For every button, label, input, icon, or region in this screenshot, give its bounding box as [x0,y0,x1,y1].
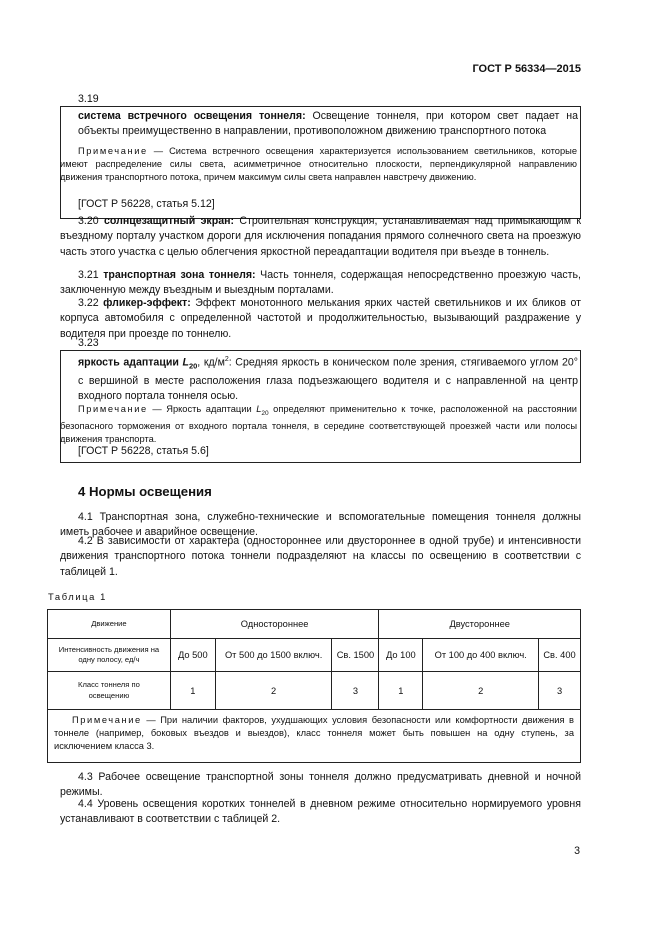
term-3-23-unit: , кд/м [197,356,225,369]
term-3-23-definition [78,352,578,405]
table-cell: До 500 [170,639,215,672]
term-3-23-note-text-1: — Яркость адаптации [147,404,257,414]
table-cell: От 500 до 1500 включ. [215,639,332,672]
term-3-22-title: фликер-эффект: [103,297,191,309]
table-row [48,672,581,710]
term-3-22 [60,296,581,342]
table-note-text: — При наличии факторов, ухудшающих условия безопасности или комфортности движения в тоннеле (например, боковых въездов и выездов), класс тоннеля может быть повышен на одну ступень, за исключением класса 3. [54,715,574,752]
paragraph-4-1: 4.1 Транспортная зона, служебно-технические и вспомогательные помещения тоннеля должны иметь рабочее и аварийное освещение. [60,511,581,539]
term-3-20-text: Строительная конструкция, устанавливаемая над примыкающим к въездному порталу участком дороги для исключения попадания прямого солнечного света на проезжую часть этого участка с целью облегчения яркостной переадаптации водителя при въезде в тоннель. [60,215,581,258]
table-cell: Св. 1500 [332,639,379,672]
term-number-3-23: 3.23 [78,337,99,349]
table-row-label: Класс тоннеля по освещению [48,672,171,710]
table-note [48,710,581,763]
table-cell: 3 [539,672,581,710]
term-3-23-text: : Средняя яркость в коническом поле зрения, стягиваемого углом 20° с вершиной в месте расположения глаза подъезжающего водителя и с направленной на центр входного портала тоннеля осью. [78,356,578,403]
term-3-23-note-text-2: определяют применительно к точке, расположенной на расстоянии безопасного торможения от входного портала тоннеля, в середине соответствующей проезжей части или полосы движения транспорта. [60,404,577,445]
term-3-21-number: 3.21 [78,269,99,281]
table-caption: Таблица 1 [48,591,107,602]
term-3-19-definition [78,109,578,140]
note-label: Примечание [78,404,148,414]
term-3-22-number: 3.22 [78,297,99,309]
term-3-23-title: яркость адаптации [78,356,179,369]
term-3-21 [60,268,581,299]
paragraph-4-3: 4.3 Рабочее освещение транспортной зоны тоннеля должно предусматривать дневной и ночной режимы. [60,771,581,799]
term-3-22-text: Эффект монотонного мелькания ярких частей светильников и их бликов от корпуса автомобиля с определенной частотой и продолжительностью, вызывающий раздражение у водителя при проезде по тоннелю. [60,297,581,340]
term-3-23-note-symbol-sub: 20 [261,409,269,417]
term-3-23-note-symbol: L [256,404,262,414]
table-note-row [48,710,581,763]
table-cell: 3 [332,672,379,710]
table-header-one-way: Одностороннее [170,610,379,639]
table-row [48,610,581,639]
term-3-19-source: [ГОСТ Р 56228, статья 5.12] [78,198,215,210]
term-3-21-title: транспортная зона тоннеля: [103,269,256,281]
term-3-20-title: солнцезащитный экран: [103,215,235,227]
term-3-21-text: Часть тоннеля, содержащая непосредственно проезжую часть, заключенную между въездным и выездным порталами. [60,269,581,297]
paragraph-4-4: 4.4 Уровень освещения коротких тоннелей в дневном режиме относительно нормируемого уровня устанавливают в соответствии с таблицей 2. [60,798,581,826]
section-heading: 4 Нормы освещения [78,484,212,499]
term-3-23-symbol-sub: 20 [188,361,198,371]
table-cell: 2 [215,672,332,710]
table-cell: До 100 [379,639,423,672]
term-3-19-note [60,145,577,185]
table-header-two-way: Двустороннее [379,610,581,639]
term-3-20-number: 3.20 [78,215,99,227]
term-number-3-19: 3.19 [78,93,99,105]
term-3-23-note [60,403,577,446]
term-3-23-symbol: L [182,356,189,369]
term-3-23-source: [ГОСТ Р 56228, статья 5.6] [78,445,209,457]
table-cell: От 100 до 400 включ. [423,639,539,672]
note-label: Примечание [72,715,142,725]
page-number: 3 [574,845,580,857]
table-cell: Св. 400 [539,639,581,672]
note-label: Примечание [78,146,148,156]
term-3-20 [60,214,581,260]
table-1 [47,609,581,763]
term-3-23-unit-sup: 2 [224,356,229,363]
table-cell: 2 [423,672,539,710]
table-header-motion: Движение [48,610,171,639]
table-cell: 1 [170,672,215,710]
table-row-label: Интенсивность движения на одну полосу, ед/ч [48,639,171,672]
paragraph-4-2: 4.2 В зависимости от характера (одностороннее или двустороннее в одной трубе) и интенсивности движения транспортного потока тоннели подразделяют на классы по освещению в соответствии с таблицей 1. [60,535,581,578]
term-3-19-title: система встречного освещения тоннеля: [78,110,306,122]
term-3-19-note-text: — Система встречного освещения характеризуется использованием светильников, которые имеют распределение силы света, асимметричное относительно плоскости, перпендикулярной направлению движения транспортного потока, причем максимум силы света направлен навстречу движению. [60,146,577,183]
table-cell: 1 [379,672,423,710]
standard-designation: ГОСТ Р 56334—2015 [472,63,581,75]
term-3-19-text: Освещение тоннеля, при котором свет падает на объекты преимущественно в направлении, противоположном движению транспортного потока [78,110,578,138]
table-row [48,639,581,672]
